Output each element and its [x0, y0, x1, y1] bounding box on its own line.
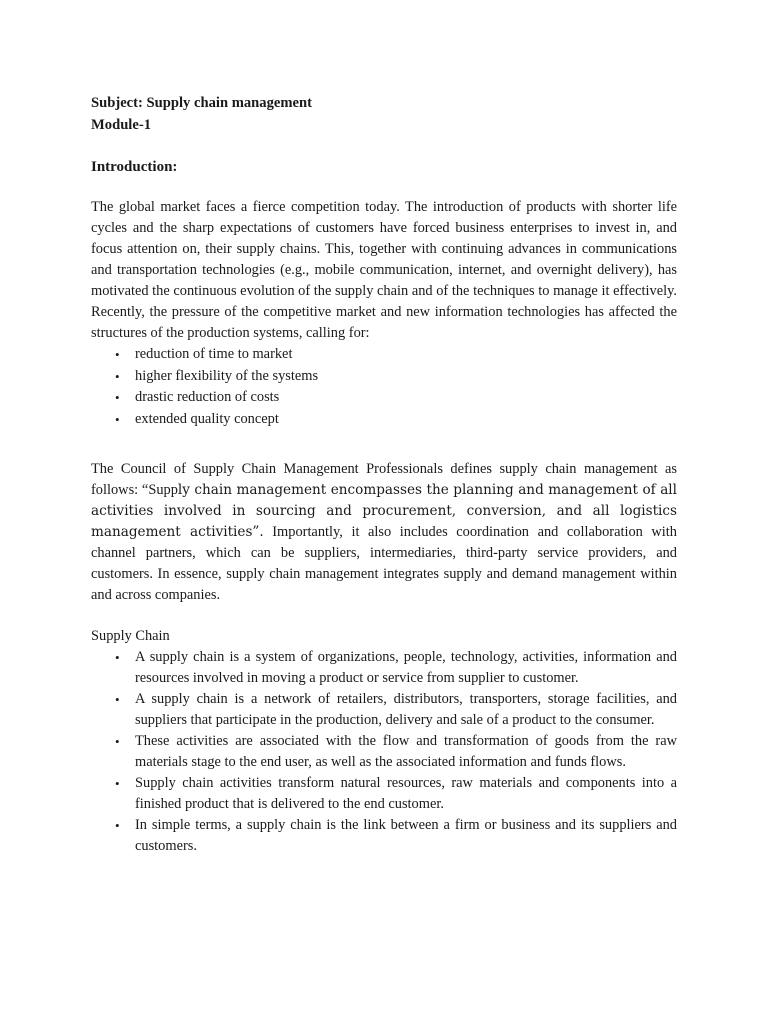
council-definition-quote: ly chain management encompasses the planning and management of all activities involved in sourcing and procurement, conversion, and all logistics management activities”. [91, 482, 677, 540]
list-item: • A supply chain is a network of retailers, distributors, transporters, storage facilities, and suppliers that participate in the production, delivery and sale of a product to the consumer. [115, 691, 677, 728]
list-item: • A supply chain is a system of organizations, people, technology, activities, information and resources involved in moving a product or service from supplier to customer. [115, 649, 677, 686]
supply-chain-heading: Supply Chain [91, 628, 170, 644]
list-item: • drastic reduction of costs [115, 387, 677, 409]
bullet-icon: • [115, 734, 120, 749]
supply-chain-bullet-list [91, 647, 677, 857]
subject-heading: Subject: Supply chain management [91, 95, 312, 111]
bullet-icon: • [115, 692, 120, 707]
bullet-icon: • [115, 650, 120, 665]
bullet-icon: • [115, 818, 120, 833]
bullet-icon: • [115, 347, 120, 362]
bullet-icon: • [115, 411, 120, 427]
list-item: • reduction of time to market [115, 344, 677, 366]
list-item: • These activities are associated with the flow and transformation of goods from the raw materials stage to the end user, as well as the associated information and funds flows. [115, 733, 677, 770]
list-item: • Supply chain activities transform natural resources, raw materials and components into a finished product that is delivered to the end customer. [115, 775, 677, 812]
list-item: • higher flexibility of the systems [115, 366, 677, 388]
bullet-icon: • [115, 776, 120, 791]
list-item: • extended quality concept [115, 409, 677, 431]
module-heading: Module-1 [91, 117, 151, 133]
introduction-paragraph: The global market faces a fierce competition today. The introduction of products with shorter life cycles and the sharp expectations of customers have forced business enterprises to invest in, and focus attention on, their supply chains. This, together with continuing advances in communications and transportation technologies (e.g., mobile communication, internet, and overnight delivery), has motivated the continuous evolution of the supply chain and of the techniques to manage it effectively. Recently, the pressure of the competitive market and new information technologies has affected the structures of the production systems, calling for: [91, 199, 677, 341]
bullet-icon: • [115, 390, 120, 405]
council-definition-paragraph [91, 459, 677, 606]
bullet-icon: • [115, 368, 120, 384]
council-definition-text-start: The Council of Supply Chain Management Professionals defines supply chain management as follows: “Supp [91, 461, 677, 498]
introduction-heading: Introduction: [91, 159, 178, 175]
council-definition-text-end: Importantly, it also includes coordination and collaboration with channel partners, which can be suppliers, intermediaries, third-party service providers, and customers. In essence, supply chain management integrates supply and demand management within and across companies. [91, 524, 677, 603]
list-item: • In simple terms, a supply chain is the link between a firm or business and its suppliers and customers. [115, 817, 677, 854]
introduction-bullet-list [91, 344, 677, 430]
